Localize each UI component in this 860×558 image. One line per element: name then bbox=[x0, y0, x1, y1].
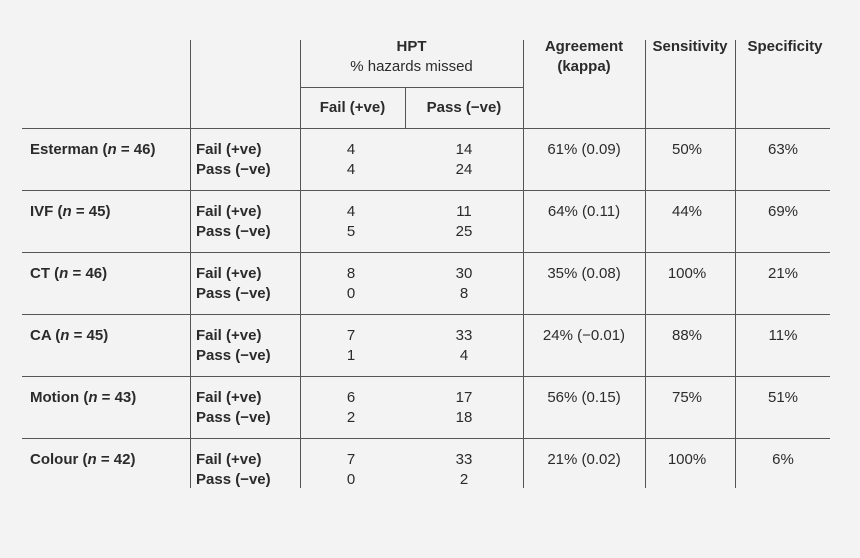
count-pass-pass: 24 bbox=[455, 161, 473, 178]
row-pass-label: Pass (−ve) bbox=[196, 161, 271, 178]
row-fail-label: Fail (+ve) bbox=[196, 203, 262, 220]
rule bbox=[645, 376, 646, 438]
count-pass-fail: 1 bbox=[346, 347, 356, 364]
rule bbox=[735, 190, 736, 252]
row-pass-label: Pass (−ve) bbox=[196, 471, 271, 488]
rule bbox=[735, 252, 736, 314]
rule bbox=[300, 87, 523, 88]
sensitivity-value: 50% bbox=[671, 141, 703, 158]
n-symbol: n bbox=[59, 265, 69, 282]
rule bbox=[523, 376, 524, 438]
rule bbox=[735, 128, 736, 190]
rule bbox=[645, 314, 646, 376]
n-value: = 45) bbox=[69, 327, 109, 344]
rule bbox=[22, 252, 830, 253]
sensitivity-value: 100% bbox=[667, 265, 707, 282]
test-label: CT ( bbox=[30, 265, 60, 282]
sensitivity-header: Sensitivity bbox=[652, 38, 728, 55]
count-fail-pass: 33 bbox=[455, 451, 473, 468]
row-pass-label: Pass (−ve) bbox=[196, 409, 271, 426]
agreement-value: 61% (0.09) bbox=[547, 141, 621, 158]
specificity-value: 6% bbox=[772, 451, 794, 468]
rule bbox=[190, 252, 191, 314]
hpt-header: HPT bbox=[396, 38, 427, 55]
agreement-value: 35% (0.08) bbox=[547, 265, 621, 282]
row-pass-label: Pass (−ve) bbox=[196, 223, 271, 240]
specificity-value: 51% bbox=[767, 389, 799, 406]
agreement-value: 56% (0.15) bbox=[547, 389, 621, 406]
n-symbol: n bbox=[62, 203, 72, 220]
count-fail-fail: 4 bbox=[346, 141, 356, 158]
count-fail-fail: 6 bbox=[346, 389, 356, 406]
rule bbox=[22, 128, 830, 129]
rule bbox=[300, 252, 301, 314]
test-label: IVF ( bbox=[30, 203, 63, 220]
count-pass-pass: 25 bbox=[455, 223, 473, 240]
rule bbox=[300, 190, 301, 252]
n-value: = 45) bbox=[71, 203, 111, 220]
specificity-value: 21% bbox=[767, 265, 799, 282]
rule bbox=[22, 190, 830, 191]
count-fail-fail: 7 bbox=[346, 327, 356, 344]
row-test-name bbox=[30, 141, 155, 159]
count-pass-pass: 8 bbox=[459, 285, 469, 302]
row-fail-label: Fail (+ve) bbox=[196, 327, 262, 344]
count-fail-fail: 8 bbox=[346, 265, 356, 282]
rule bbox=[190, 40, 191, 129]
rule bbox=[300, 314, 301, 376]
rule bbox=[523, 128, 524, 190]
sensitivity-value: 44% bbox=[671, 203, 703, 220]
rule bbox=[645, 190, 646, 252]
rule bbox=[645, 252, 646, 314]
count-pass-pass: 4 bbox=[459, 347, 469, 364]
rule bbox=[645, 128, 646, 190]
n-symbol: n bbox=[88, 389, 98, 406]
test-label: CA ( bbox=[30, 327, 61, 344]
rule bbox=[523, 190, 524, 252]
count-pass-fail: 0 bbox=[346, 471, 356, 488]
row-test-name bbox=[30, 265, 107, 283]
n-symbol: n bbox=[60, 327, 70, 344]
n-value: = 46) bbox=[116, 141, 156, 158]
row-pass-label: Pass (−ve) bbox=[196, 285, 271, 302]
row-test-name bbox=[30, 203, 110, 221]
n-symbol: n bbox=[87, 451, 97, 468]
count-fail-pass: 17 bbox=[455, 389, 473, 406]
rule bbox=[190, 190, 191, 252]
test-label: Esterman ( bbox=[30, 141, 108, 158]
n-symbol: n bbox=[107, 141, 117, 158]
specificity-value: 11% bbox=[768, 327, 798, 344]
n-value: = 46) bbox=[68, 265, 108, 282]
row-fail-label: Fail (+ve) bbox=[196, 389, 262, 406]
rule bbox=[190, 438, 191, 488]
pass-column-header: Pass (−ve) bbox=[426, 99, 502, 116]
row-test-name bbox=[30, 389, 136, 407]
test-label: Colour ( bbox=[30, 451, 88, 468]
rule bbox=[190, 314, 191, 376]
count-fail-fail: 4 bbox=[346, 203, 356, 220]
rule bbox=[735, 376, 736, 438]
n-value: = 43) bbox=[97, 389, 137, 406]
count-fail-fail: 7 bbox=[346, 451, 356, 468]
count-fail-pass: 33 bbox=[455, 327, 473, 344]
rule bbox=[300, 376, 301, 438]
sensitivity-value: 75% bbox=[671, 389, 703, 406]
n-value: = 42) bbox=[96, 451, 136, 468]
count-fail-pass: 14 bbox=[455, 141, 473, 158]
count-fail-pass: 11 bbox=[456, 203, 472, 220]
sensitivity-value: 100% bbox=[667, 451, 707, 468]
rule bbox=[190, 128, 191, 190]
count-pass-fail: 4 bbox=[346, 161, 356, 178]
sensitivity-value: 88% bbox=[671, 327, 703, 344]
count-fail-pass: 30 bbox=[455, 265, 473, 282]
agreement-value: 64% (0.11) bbox=[547, 203, 621, 220]
count-pass-fail: 5 bbox=[346, 223, 356, 240]
row-fail-label: Fail (+ve) bbox=[196, 265, 262, 282]
test-label: Motion ( bbox=[30, 389, 89, 406]
row-fail-label: Fail (+ve) bbox=[196, 451, 262, 468]
hpt-subheader: % hazards missed bbox=[350, 58, 473, 75]
rule bbox=[22, 314, 830, 315]
rule bbox=[22, 376, 830, 377]
rule bbox=[300, 128, 301, 190]
agreement-value: 21% (0.02) bbox=[547, 451, 621, 468]
specificity-value: 63% bbox=[767, 141, 799, 158]
row-test-name bbox=[30, 451, 135, 469]
agreement-header: Agreement bbox=[544, 38, 624, 55]
count-pass-pass: 2 bbox=[459, 471, 469, 488]
count-pass-pass: 18 bbox=[455, 409, 473, 426]
count-pass-fail: 2 bbox=[346, 409, 356, 426]
row-pass-label: Pass (−ve) bbox=[196, 347, 271, 364]
rule bbox=[22, 438, 830, 439]
rule bbox=[523, 314, 524, 376]
rule bbox=[735, 314, 736, 376]
agreement-header-kappa: (kappa) bbox=[557, 58, 611, 75]
row-test-name bbox=[30, 327, 108, 345]
rule bbox=[190, 376, 191, 438]
rule bbox=[523, 252, 524, 314]
count-pass-fail: 0 bbox=[346, 285, 356, 302]
specificity-value: 69% bbox=[767, 203, 799, 220]
specificity-header: Specificity bbox=[747, 38, 823, 55]
fail-column-header: Fail (+ve) bbox=[319, 99, 386, 116]
agreement-value: 24% (−0.01) bbox=[542, 327, 626, 344]
row-fail-label: Fail (+ve) bbox=[196, 141, 262, 158]
